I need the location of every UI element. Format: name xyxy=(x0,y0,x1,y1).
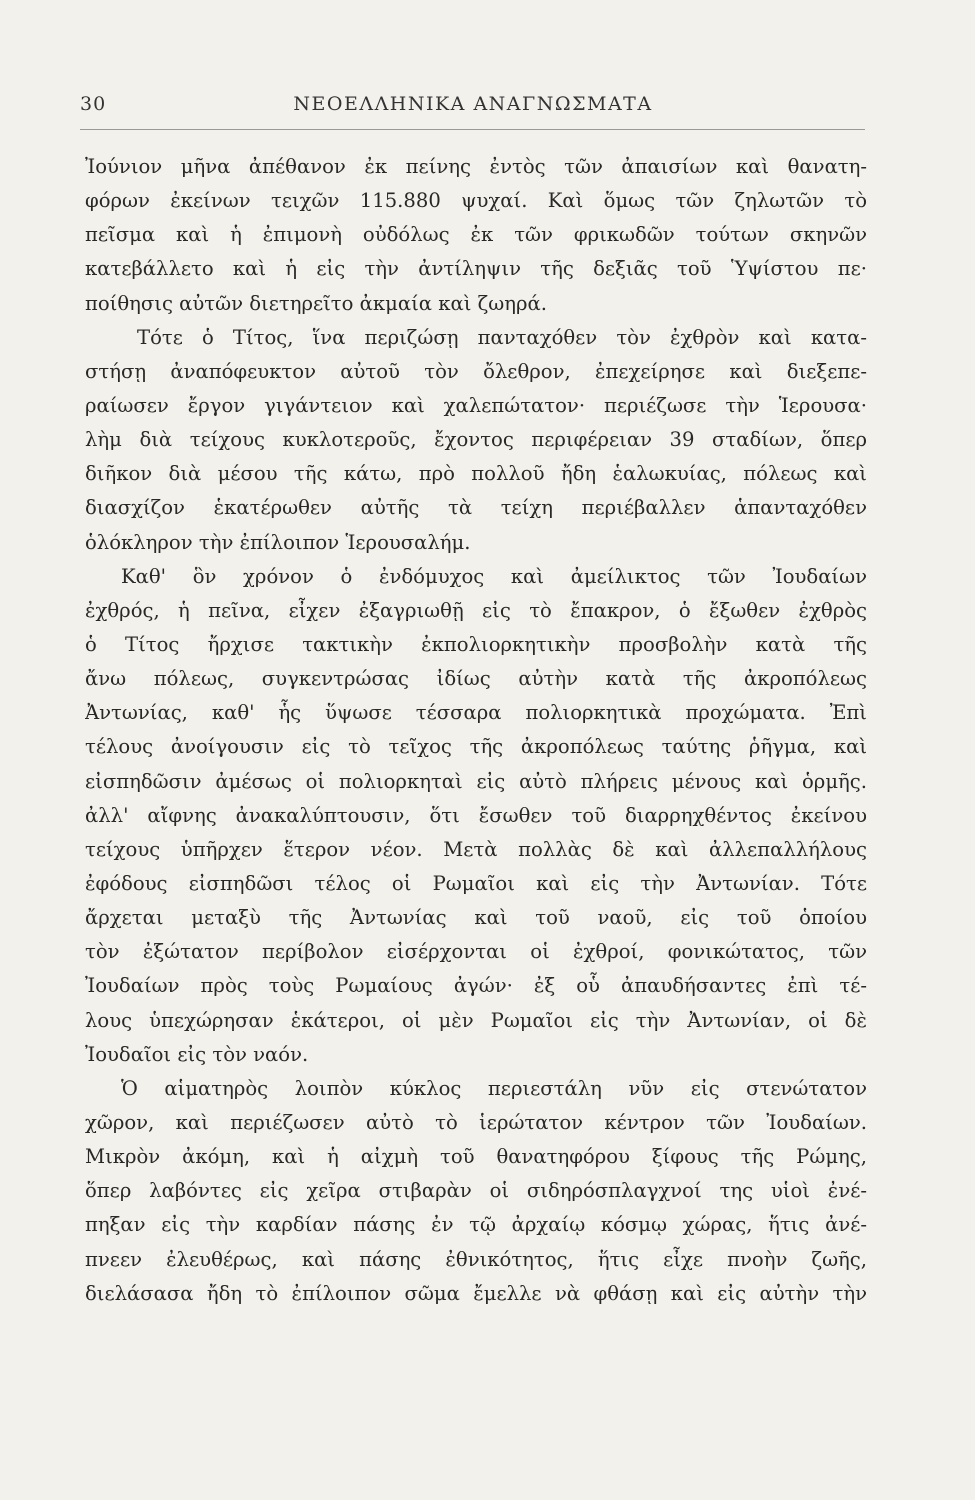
text-line: εἰσπηδῶσιν ἀμέσως οἱ πολιορκηταὶ εἰς αὐτὸ πλήρεις μένους καὶ ὁρμῆς. xyxy=(85,769,867,793)
text-line: Ἰούνιον μῆνα ἀπέθανον ἐκ πείνης ἐντὸς τῶν ἀπαισίων καὶ θανατη- xyxy=(85,155,867,178)
text-line: τὸν ἐξώτατον περίβολον εἰσέρχονται οἱ ἐχθροί, φονικώτατος, τῶν xyxy=(85,940,867,964)
text-line: τείχους ὑπῆρχεν ἕτερον νέον. Μετὰ πολλὰς δὲ καὶ ἀλλεπαλλήλους xyxy=(85,837,867,861)
text-line: διελάσασα ἤδη τὸ ἐπίλοιπον σῶμα ἔμελλε νὰ φθάσῃ καὶ εἰς αὐτὴν τὴν xyxy=(85,1281,867,1305)
text-line: πεῖσμα καὶ ἡ ἐπιμονὴ οὐδόλως ἐκ τῶν φρικωδῶν τούτων σκηνῶν xyxy=(85,223,867,247)
text-line: διασχίζον ἑκατέρωθεν αὐτῆς τὰ τείχη περιέβαλλεν ἁπανταχόθεν xyxy=(85,496,867,520)
text-line: ὅπερ λαβόντες εἰς χεῖρα στιβαρὰν οἱ σιδηρόσπλαγχνοί της υἱοὶ ἐνέ- xyxy=(85,1179,867,1203)
text-line: ἀλλ' αἴφνης ἀνακαλύπτουσιν, ὅτι ἔσωθεν τοῦ διαρρηχθέντος ἐκείνου xyxy=(85,803,867,827)
text-line: χῶρον, καὶ περιέζωσεν αὐτὸ τὸ ἱερώτατον κέντρον τῶν Ἰουδαίων. xyxy=(85,1110,867,1134)
header-rule xyxy=(80,129,865,130)
text-line: ἐχθρός, ἡ πεῖνα, εἶχεν ἐξαγριωθῇ εἰς τὸ ἔπακρον, ὁ ἔξωθεν ἐχθρὸς xyxy=(85,598,867,622)
running-title: ΝΕΟΕΛΛΗΝΙΚΑ ΑΝΑΓΝΩΣΜΑΤΑ xyxy=(293,93,653,115)
text-line: λὴμ διὰ τείχους κυκλοτεροῦς, ἔχοντος περιφέρειαν 39 σταδίων, ὅπερ xyxy=(85,428,867,452)
page-number: 30 xyxy=(80,93,107,115)
text-line: ραίωσεν ἔργον γιγάντειον καὶ χαλεπώτατον· περιέζωσε τὴν Ἱερουσα· xyxy=(85,393,867,417)
text-line: τέλους ἀνοίγουσιν εἰς τὸ τεῖχος τῆς ἀκροπόλεως ταύτης ῥῆγμα, καὶ xyxy=(85,735,867,759)
text-line: ἐφόδους εἰσπηδῶσι τέλος οἱ Ρωμαῖοι καὶ εἰς τὴν Ἀντωνίαν. Τότε xyxy=(85,871,867,895)
text-line: ὁλόκληρον τὴν ἐπίλοιπον Ἱερουσαλήμ. xyxy=(85,530,471,554)
text-line: Ἰουδαῖοι εἰς τὸν ναόν. xyxy=(85,1042,309,1066)
text-line: Μικρὸν ἀκόμη, καὶ ἡ αἰχμὴ τοῦ θανατηφόρου ξίφους τῆς Ρώμης, xyxy=(85,1145,867,1169)
text-line: στήσῃ ἀναπόφευκτον αὐτοῦ τὸν ὄλεθρον, ἐπεχείρησε καὶ διεξεπε- xyxy=(85,359,867,383)
page-header xyxy=(78,93,868,127)
text-line: Τότε ὁ Τίτος, ἵνα περιζώσῃ πανταχόθεν τὸν ἐχθρὸν καὶ κατα- xyxy=(137,325,867,349)
text-line: ποίθησις αὐτῶν διετηρεῖτο ἀκμαία καὶ ζωηρά. xyxy=(85,291,547,315)
text-line: Ὁ αἱματηρὸς λοιπὸν κύκλος περιεστάλη νῦν εἰς στενώτατον xyxy=(121,1076,867,1100)
body-text xyxy=(85,150,867,1311)
text-line: Ἀντωνίας, καθ' ἧς ὕψωσε τέσσαρα πολιορκητικὰ προχώματα. Ἐπὶ xyxy=(85,701,867,725)
text-line: πηξαν εἰς τὴν καρδίαν πάσης ἐν τῷ ἀρχαίῳ κόσμῳ χώρας, ἥτις ἀνέ- xyxy=(85,1213,867,1237)
text-line: φόρων ἐκείνων τειχῶν 115.880 ψυχαί. Καὶ ὅμως τῶν ζηλωτῶν τὸ xyxy=(85,189,867,213)
text-line: κατεβάλλετο καὶ ἡ εἰς τὴν ἀντίληψιν τῆς δεξιᾶς τοῦ Ὑψίστου πε· xyxy=(85,257,867,281)
text-line: ὁ Τίτος ἤρχισε τακτικὴν ἐκπολιορκητικὴν προσβολὴν κατὰ τῆς xyxy=(85,632,867,656)
text-line: λους ὑπεχώρησαν ἑκάτεροι, οἱ μὲν Ρωμαῖοι εἰς τὴν Ἀντωνίαν, οἱ δὲ xyxy=(85,1008,867,1032)
text-line: Ἰουδαίων πρὸς τοὺς Ρωμαίους ἀγών· ἐξ οὗ ἀπαυδήσαντες ἐπὶ τέ- xyxy=(85,974,867,998)
text-line: ἄνω πόλεως, συγκεντρώσας ἰδίως αὐτὴν κατὰ τῆς ἀκροπόλεως xyxy=(85,667,867,691)
text-line: Καθ' ὃν χρόνον ὁ ἐνδόμυχος καὶ ἀμείλικτος τῶν Ἰουδαίων xyxy=(121,564,867,588)
text-line: πνεεν ἐλευθέρως, καὶ πάσης ἐθνικότητος, ἥτις εἶχε πνοὴν ζωῆς, xyxy=(85,1247,867,1271)
text-line: διῆκον διὰ μέσου τῆς κάτω, πρὸ πολλοῦ ἤδη ἑαλωκυίας, πόλεως καὶ xyxy=(85,462,867,486)
text-line: ἄρχεται μεταξὺ τῆς Ἀντωνίας καὶ τοῦ ναοῦ, εἰς τοῦ ὁποίου xyxy=(85,906,867,930)
